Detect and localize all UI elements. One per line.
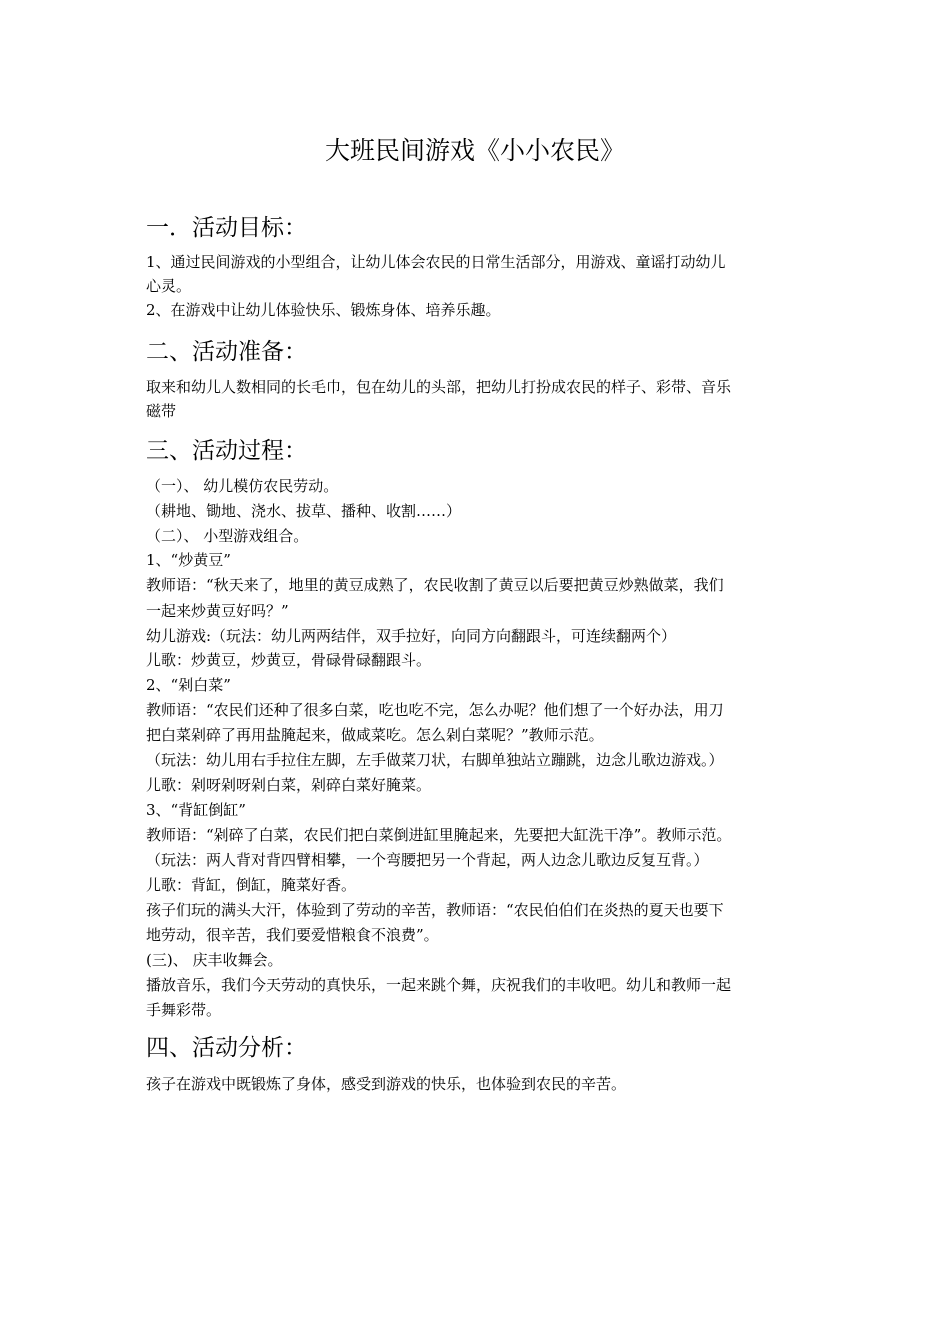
paragraph-line: 1、“炒黄豆”	[146, 551, 231, 569]
document-title: 大班民间游戏《小小农民》	[324, 136, 625, 165]
paragraph-line: 1、通过民间游戏的小型组合，让幼儿体会农民的日常生活部分，用游戏、童谣打动幼儿	[146, 253, 726, 271]
section-heading-process: 三、活动过程：	[146, 438, 307, 464]
paragraph-line: 孩子们玩的满头大汗，体验到了劳动的辛苦，教师语：“农民伯伯们在炎热的夏天也要下	[146, 901, 724, 919]
paragraph-line: 一起来炒黄豆好吗？”	[146, 602, 289, 620]
paragraph-line: （一）、 幼儿模仿农民劳动。	[146, 477, 339, 495]
paragraph-line: 3、“背缸倒缸”	[146, 801, 246, 819]
paragraph-line: （玩法：两人背对背四臂相攀，一个弯腰把另一个背起，两人边念儿歌边反复互背。）	[146, 851, 709, 869]
paragraph-line: 磁带	[146, 402, 177, 420]
paragraph-line: （二）、 小型游戏组合。	[146, 527, 309, 545]
paragraph-line: 教师语：“秋天来了，地里的黄豆成熟了，农民收割了黄豆以后要把黄豆炒熟做菜，我们	[146, 576, 724, 594]
paragraph-line: 幼儿游戏:（玩法：幼儿两两结伴，双手拉好，向同方向翻跟斗，可连续翻两个）	[146, 627, 677, 645]
paragraph-line: 地劳动，很辛苦，我们要爱惜粮食不浪费”。	[146, 926, 439, 944]
paragraph-line: 儿歌：炒黄豆，炒黄豆，骨碌骨碌翻跟斗。	[146, 651, 432, 669]
paragraph-line: 儿歌：背缸，倒缸，腌菜好香。	[146, 876, 357, 894]
section-heading-goals: 一．活动目标：	[146, 215, 307, 241]
paragraph-line: (三)、 庆丰收舞会。	[146, 951, 283, 969]
paragraph-line: （耕地、锄地、浇水、拔草、播种、收割……）	[146, 502, 462, 520]
paragraph-line: 心灵。	[146, 277, 192, 295]
paragraph-line: 手舞彩带。	[146, 1001, 222, 1019]
paragraph-line: 取来和幼儿人数相同的长毛巾，包在幼儿的头部，把幼儿打扮成农民的样子、彩带、音乐	[146, 378, 732, 396]
paragraph-line: （玩法：幼儿用右手拉住左脚，左手做菜刀状，右脚单独站立蹦跳，边念儿歌边游戏。）	[146, 751, 724, 769]
paragraph-line: 教师语：“农民们还种了很多白菜，吃也吃不完，怎么办呢？他们想了一个好办法，用刀	[146, 701, 724, 719]
paragraph-line: 孩子在游戏中既锻炼了身体，感受到游戏的快乐，也体验到农民的辛苦。	[146, 1075, 627, 1093]
paragraph-line: 儿歌：剁呀剁呀剁白菜，剁碎白菜好腌菜。	[146, 776, 432, 794]
paragraph-line: 播放音乐，我们今天劳动的真快乐，一起来跳个舞，庆祝我们的丰收吧。幼儿和教师一起	[146, 976, 732, 994]
paragraph-line: 2、“剁白菜”	[146, 676, 231, 694]
section-heading-analysis: 四、活动分析：	[146, 1035, 307, 1061]
paragraph-line: 教师语：“剁碎了白菜，农民们把白菜倒进缸里腌起来，先要把大缸洗干净”。教师示范。	[146, 826, 732, 844]
section-heading-preparation: 二、活动准备：	[146, 339, 307, 365]
paragraph-line: 把白菜剁碎了再用盐腌起来，做咸菜吃。怎么剁白菜呢？”教师示范。	[146, 726, 604, 744]
paragraph-line: 2、在游戏中让幼儿体验快乐、锻炼身体、培养乐趣。	[146, 301, 501, 319]
